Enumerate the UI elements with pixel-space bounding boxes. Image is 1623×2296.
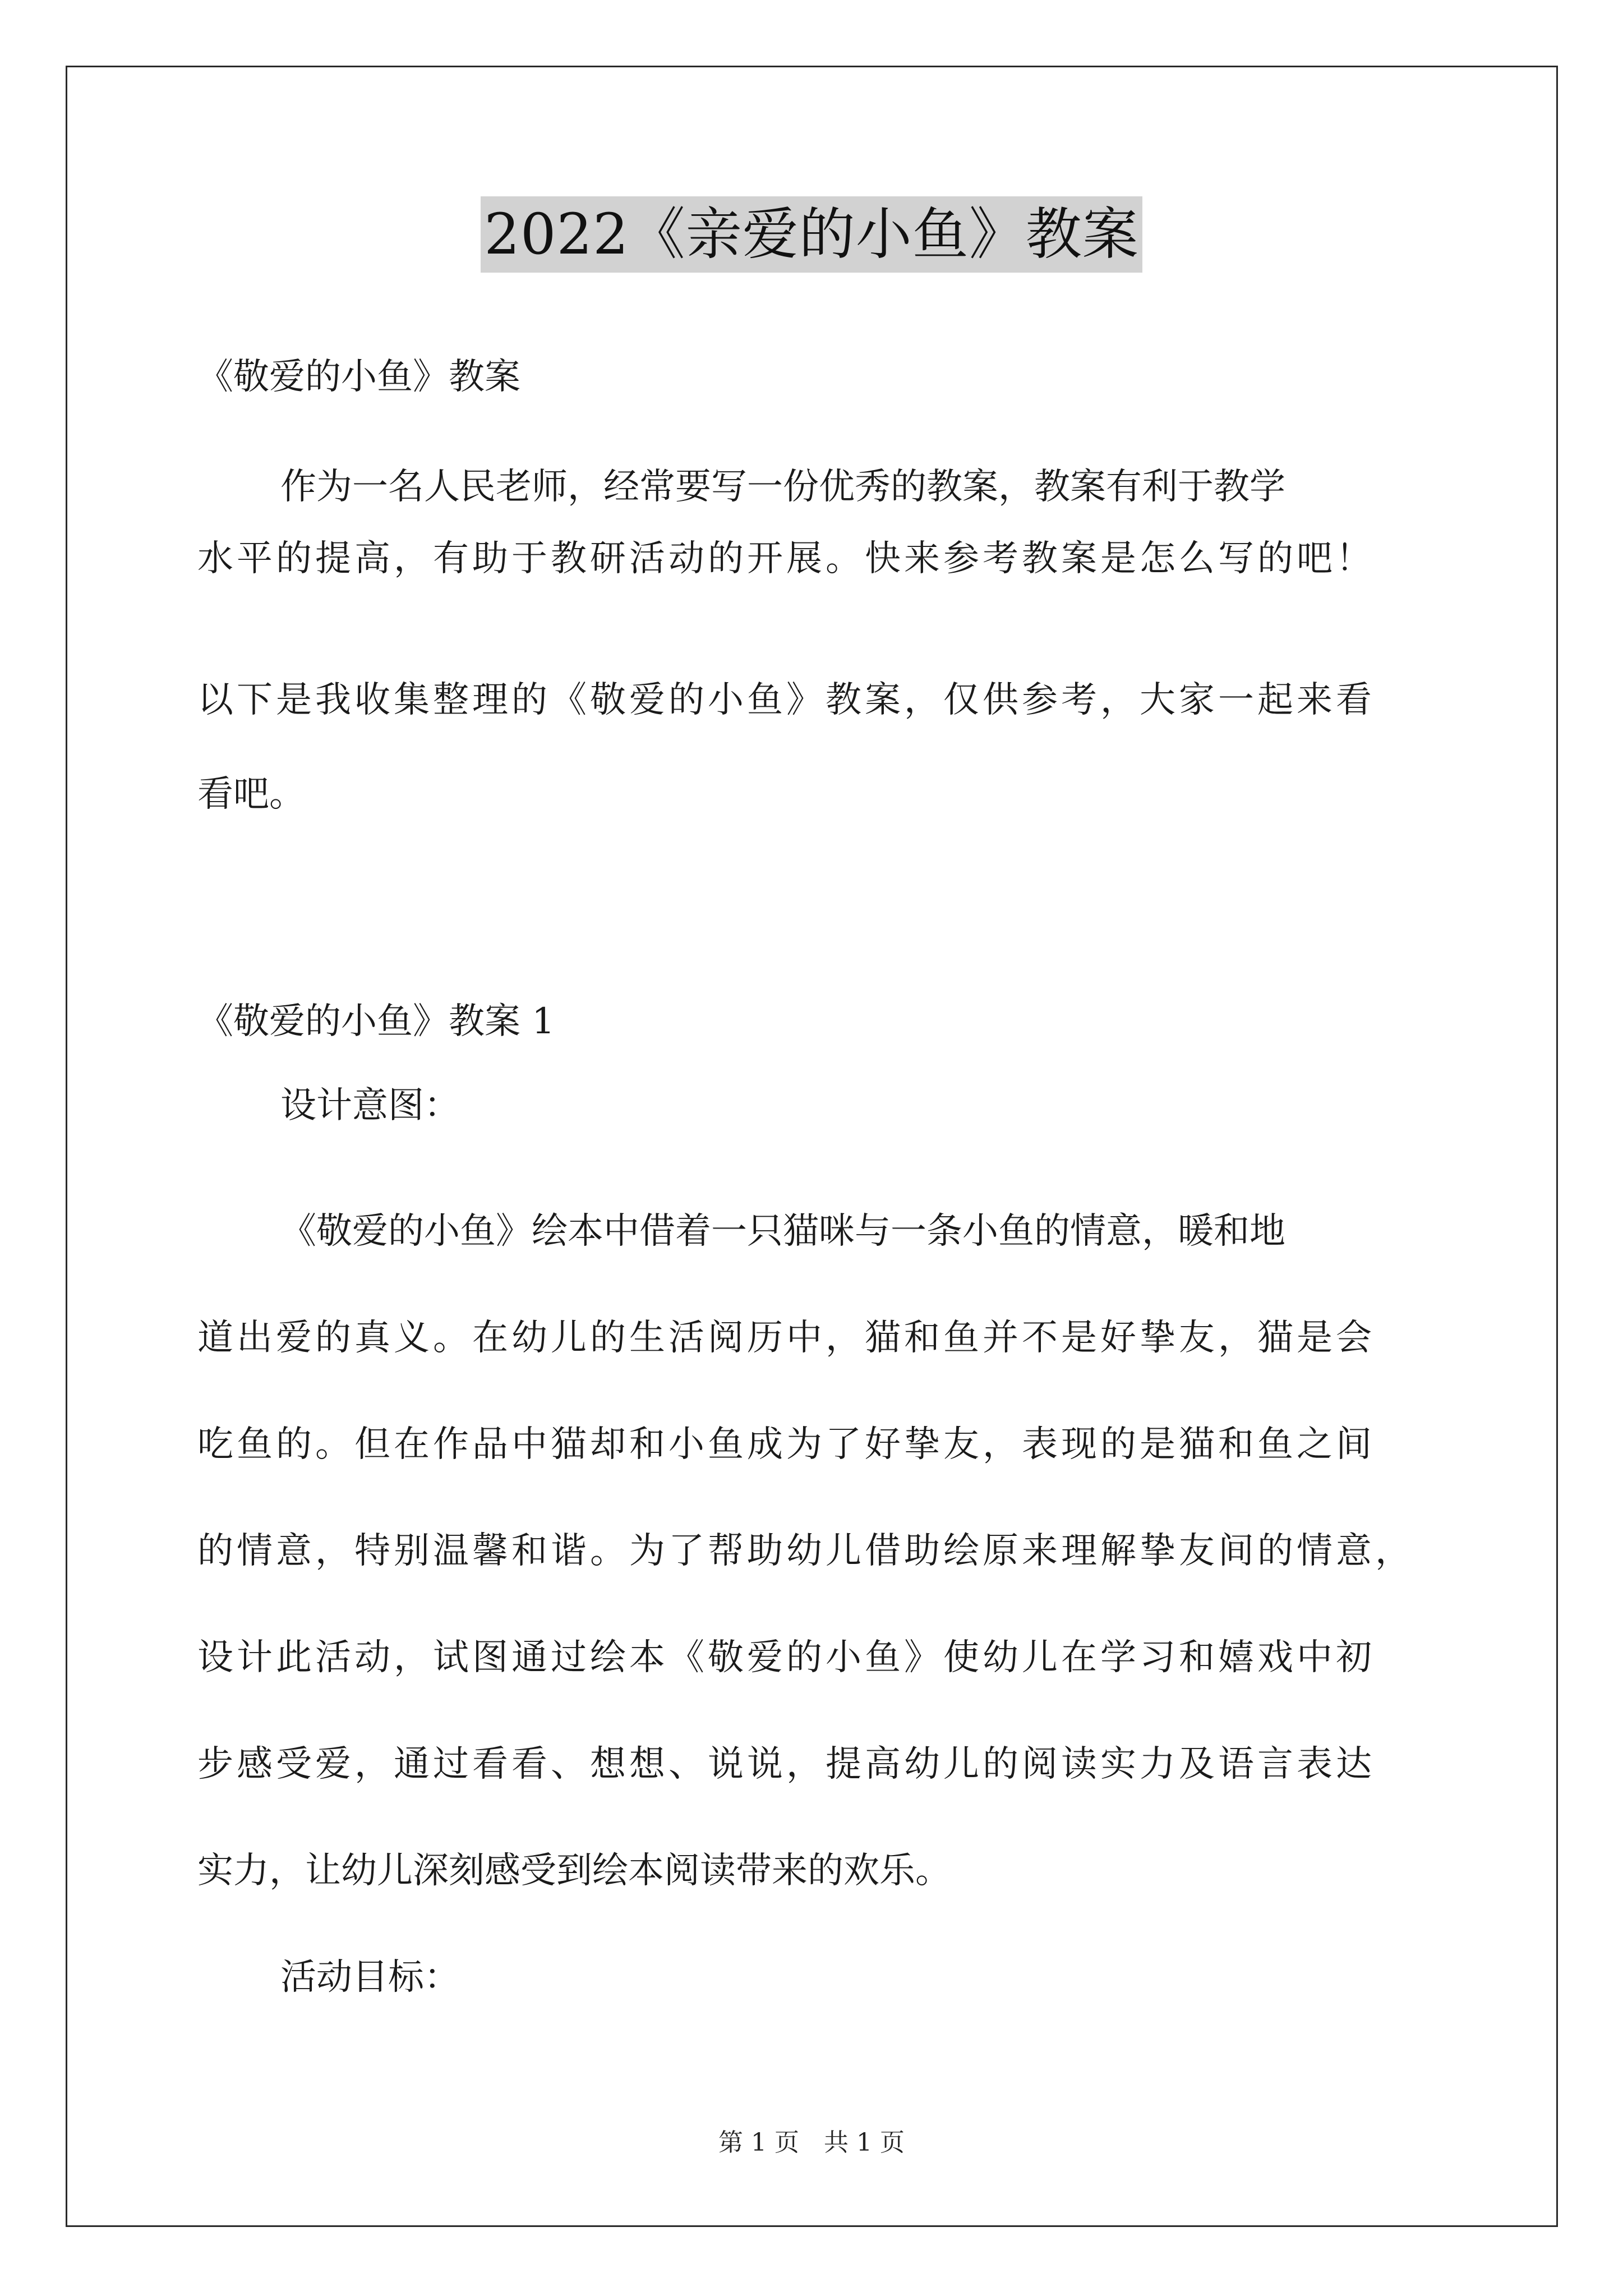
- title-container: [0, 196, 1623, 273]
- goals-label: 活动目标：: [280, 1957, 460, 1998]
- design-line: 的情意，特别温馨和谐。为了帮助幼儿借助绘原来理解挚友间的情意，: [197, 1530, 1414, 1572]
- design-label: 设计意图：: [280, 1085, 460, 1126]
- page-footer: [0, 2126, 1623, 2160]
- design-line: 吃鱼的。但在作品中猫却和小鱼成为了好挚友，表现的是猫和鱼之间: [197, 1424, 1375, 1465]
- design-line: 实力，让幼儿深刻感受到绘本阅读带来的欢乐。: [197, 1850, 951, 1892]
- design-line: 步感受爱，通过看看、想想、说说，提高幼儿的阅读实力及语言表达: [197, 1743, 1375, 1785]
- intro-line: 以下是我收集整理的《敬爱的小鱼》教案，仅供参考，大家一起来看: [197, 679, 1375, 721]
- intro-line: 看吧。: [197, 774, 305, 815]
- design-line: 设计此活动，试图通过绘本《敬爱的小鱼》使幼儿在学习和嬉戏中初: [197, 1637, 1375, 1678]
- document-title: 2022《亲爱的小鱼》教案: [481, 196, 1142, 273]
- section-heading: 《敬爱的小鱼》教案 1: [197, 1001, 555, 1042]
- page-total: 共 1 页: [824, 2128, 905, 2157]
- page-number: 第 1 页: [718, 2128, 799, 2157]
- intro-line: 作为一名人民老师，经常要写一份优秀的教案，教案有利于教学: [280, 466, 1285, 508]
- intro-line: 水平的提高，有助于教研活动的开展。快来参考教案是怎么写的吧！: [197, 538, 1375, 579]
- document-subtitle: 《敬爱的小鱼》教案: [197, 356, 520, 398]
- design-line: 《敬爱的小鱼》绘本中借着一只猫咪与一条小鱼的情意，暖和地: [280, 1211, 1285, 1252]
- design-line: 道出爱的真义。在幼儿的生活阅历中，猫和鱼并不是好挚友，猫是会: [197, 1317, 1375, 1359]
